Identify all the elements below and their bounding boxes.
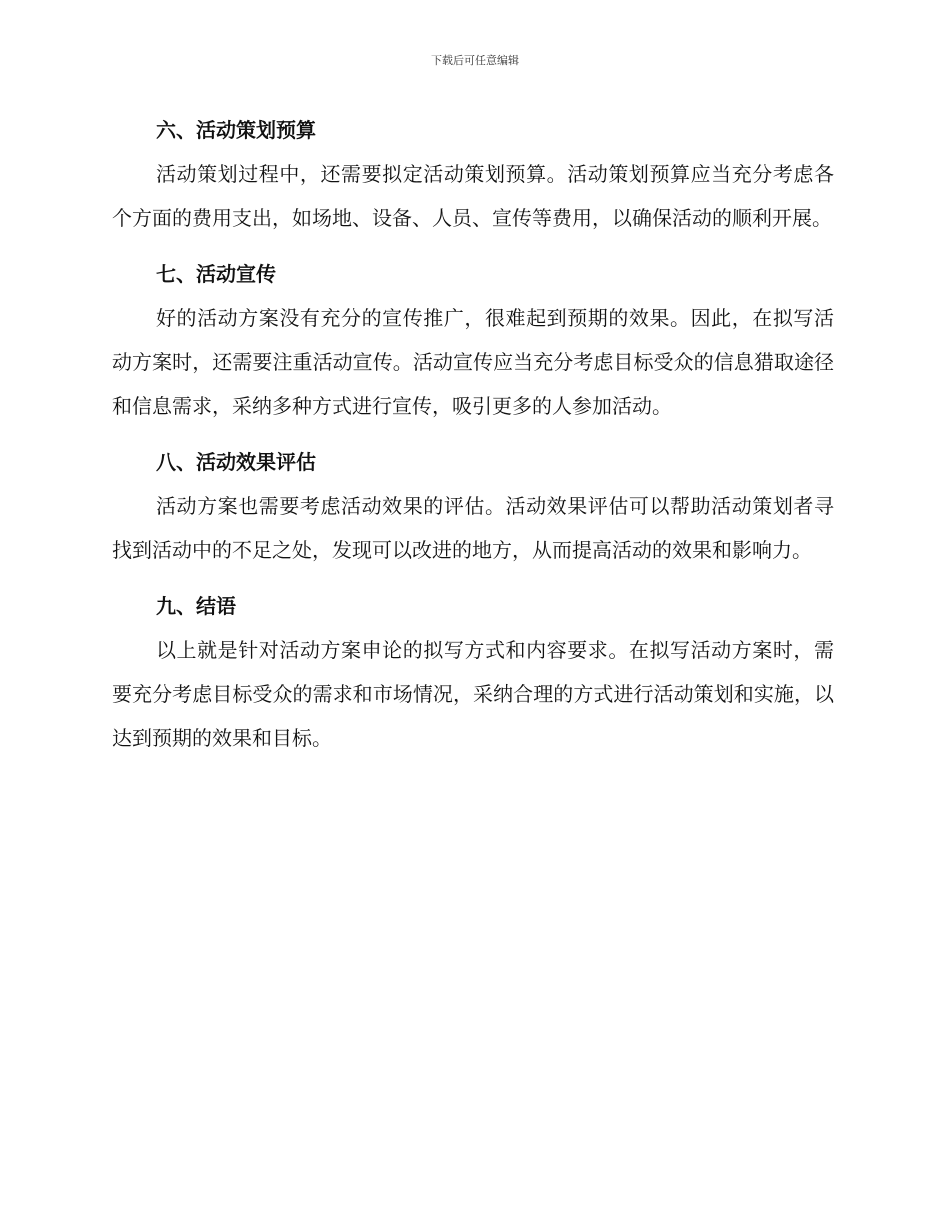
section-heading: 八、活动效果评估 (156, 450, 316, 474)
section-conclusion (112, 584, 834, 760)
document-content (112, 108, 834, 772)
section-promotion (112, 252, 834, 428)
page-header: 下载后可任意编辑 (431, 54, 519, 67)
section-heading: 九、结语 (156, 594, 236, 618)
section-paragraph: 活动策划过程中，还需要拟定活动策划预算。活动策划预算应当充分考虑各个方面的费用支出，如场地、设备、人员、宣传等费用，以确保活动的顺利开展。 (112, 162, 834, 230)
section-paragraph: 好的活动方案没有充分的宣传推广，很难起到预期的效果。因此，在拟写活动方案时，还需要注重活动宣传。活动宣传应当充分考虑目标受众的信息猎取途径和信息需求，采纳多种方式进行宣传，吸引更多的人参加活动。 (112, 306, 834, 418)
section-budget (112, 108, 834, 240)
section-evaluation (112, 440, 834, 572)
section-paragraph: 以上就是针对活动方案申论的拟写方式和内容要求。在拟写活动方案时，需要充分考虑目标受众的需求和市场情况，采纳合理的方式进行活动策划和实施，以达到预期的效果和目标。 (112, 638, 834, 750)
section-heading: 七、活动宣传 (156, 262, 276, 286)
section-paragraph: 活动方案也需要考虑活动效果的评估。活动效果评估可以帮助活动策划者寻找到活动中的不足之处，发现可以改进的地方，从而提高活动的效果和影响力。 (112, 494, 834, 562)
section-heading: 六、活动策划预算 (156, 118, 316, 142)
